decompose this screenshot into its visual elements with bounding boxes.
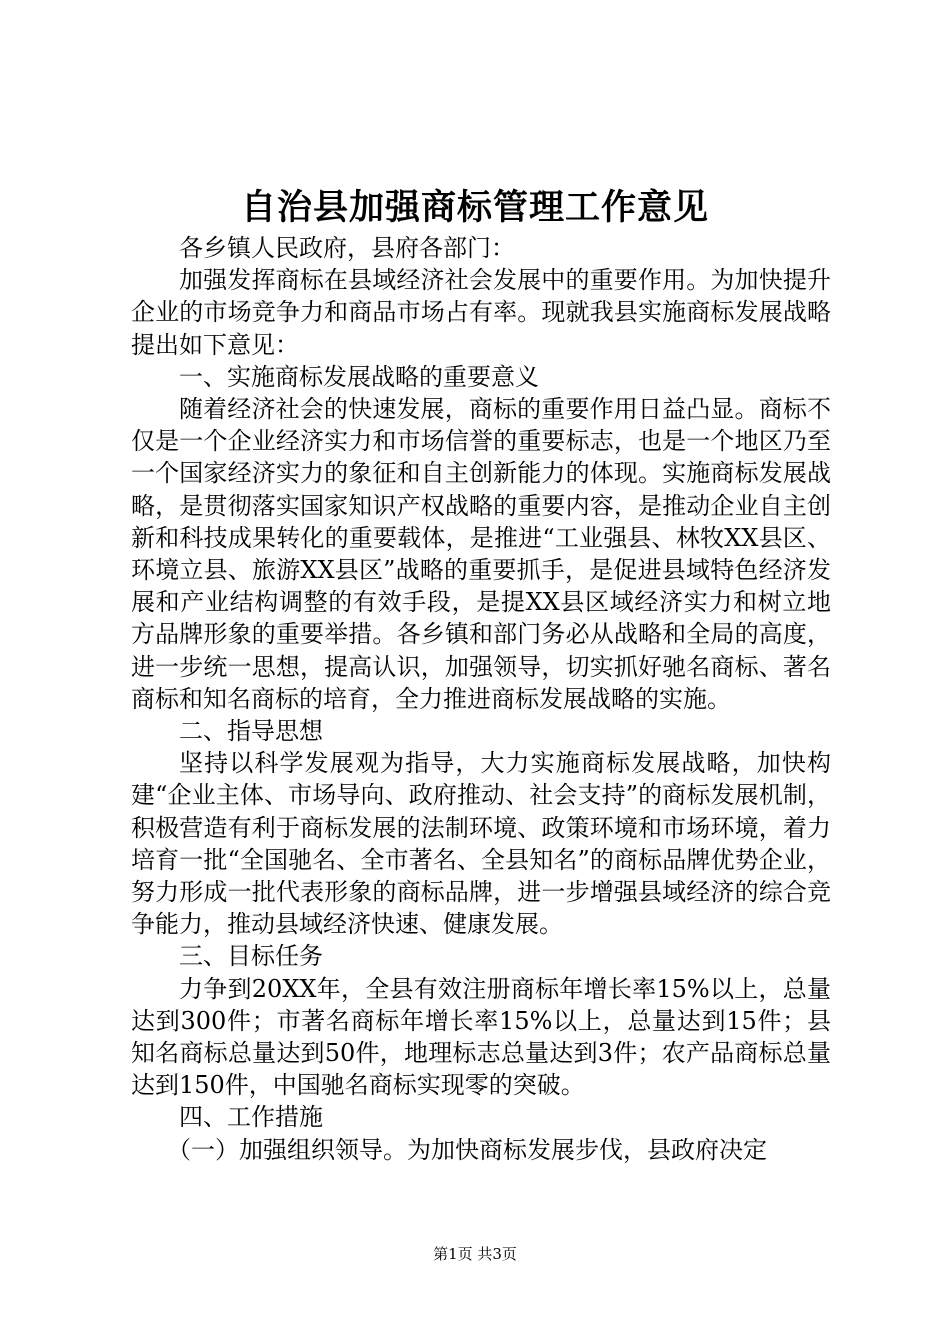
section-heading-3: 三、目标任务	[179, 942, 323, 971]
section-heading-2: 二、指导思想	[179, 717, 323, 746]
section-heading-1: 一、实施商标发展战略的重要意义	[179, 362, 539, 391]
salutation: 各乡镇人民政府，县府各部门：	[179, 234, 515, 262]
document-title: 自治县加强商标管理工作意见	[240, 187, 709, 228]
page-footer: 第1页 共3页	[433, 1245, 517, 1263]
section-4-paragraph: （一）加强组织领导。为加快商标发展步伐，县政府决定	[167, 1135, 767, 1164]
section-1-paragraph: 随着经济社会的快速发展，商标的重要作用日益凸显。商标不仅是一个企业经济实力和市场信誉的重要标志，也是一个地区乃至一个国家经济实力的象征和自主创新能力的体现。实施商标发展战略，是贯彻落实国家知识产权战略的重要内容，是推动企业自主创新和科技成果转化的重要载体，是推进“工业强县、林牧XX县区、环境立县、旅游XX县区”战略的重要抓手，是促进县域特色经济发展和产业结构调整的有效手段，是提XX县区域经济实力和树立地方品牌形象的重要举措。各乡镇和部门务必从战略和全局的高度，进一步统一思想，提高认识，加强领导，切实抓好驰名商标、著名商标和知名商标的培育，全力推进商标发展战略的实施。	[131, 395, 831, 713]
section-2-paragraph: 坚持以科学发展观为指导，大力实施商标发展战略，加快构建“企业主体、市场导向、政府推动、社会支持”的商标发展机制，积极营造有利于商标发展的法制环境、政策环境和市场环境，着力培育一批“全国驰名、全市著名、全县知名”的商标品牌优势企业，努力形成一批代表形象的商标品牌，进一步增强县域经济的综合竞争能力，推动县域经济快速、健康发展。	[131, 749, 831, 939]
document-body	[131, 232, 831, 1166]
section-3-paragraph: 力争到20XX年，全县有效注册商标年增长率15%以上，总量达到300件；市著名商标年增长率15%以上，总量达到15件；县知名商标总量达到50件，地理标志总量达到3件；农产品商标总量达到150件，中国驰名商标实现零的突破。	[131, 974, 831, 1100]
intro-paragraph: 加强发挥商标在县域经济社会发展中的重要作用。为加快提升企业的市场竞争力和商品市场占有率。现就我县实施商标发展战略提出如下意见：	[131, 266, 831, 359]
section-heading-4: 四、工作措施	[179, 1103, 323, 1132]
